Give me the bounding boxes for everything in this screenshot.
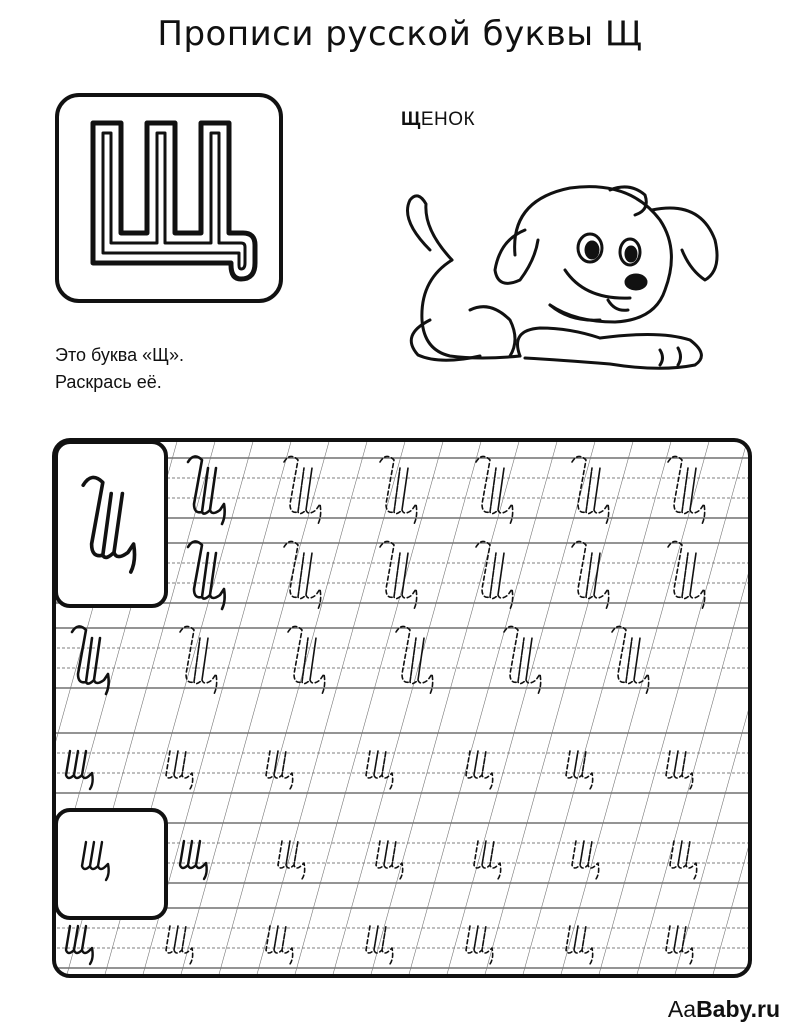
letter-small-shcha <box>366 751 393 789</box>
letter-small-shcha <box>466 751 493 789</box>
slant-line <box>674 438 752 978</box>
instruction-caption <box>55 342 184 396</box>
example-word <box>401 109 475 131</box>
letter-capital-shcha <box>188 541 225 609</box>
sample-box-capital <box>56 442 166 606</box>
letter-capital-shcha <box>668 456 705 524</box>
letter-small-shcha <box>180 841 207 879</box>
letter-small-shcha <box>666 751 693 789</box>
practice-sheet <box>52 438 752 978</box>
sample-box-small <box>56 810 166 918</box>
letter-capital-shcha <box>396 626 433 694</box>
slant-line <box>598 438 748 978</box>
slant-line <box>712 438 752 978</box>
outline-letter-box <box>55 93 283 303</box>
brand-aa: Aa <box>667 996 697 1022</box>
slant-line <box>408 438 558 978</box>
letter-capital-shcha <box>572 456 609 524</box>
slant-line <box>522 438 672 978</box>
word-highlight: Щ <box>401 109 421 130</box>
word-rest: ЕНОК <box>420 109 476 130</box>
slant-line <box>484 438 634 978</box>
letter-capital-shcha <box>72 626 109 694</box>
letter-capital-shcha <box>284 541 321 609</box>
slant-line <box>180 438 330 978</box>
brand-baby: Baby <box>696 996 751 1022</box>
letter-small-shcha <box>166 926 193 964</box>
letter-capital-shcha <box>476 541 513 609</box>
brand-domain: .ru <box>750 996 780 1022</box>
letter-small-shcha <box>278 841 305 879</box>
brand-logo <box>668 996 780 1023</box>
letter-capital-shcha <box>668 541 705 609</box>
letter-small-shcha <box>466 926 493 964</box>
letter-capital-shcha <box>284 456 321 524</box>
slant-line <box>256 438 406 978</box>
slant-line <box>332 438 482 978</box>
letter-small-shcha <box>376 841 403 879</box>
letter-small-shcha <box>66 926 93 964</box>
letter-small-shcha <box>266 926 293 964</box>
slant-line <box>560 438 710 978</box>
letter-capital-shcha <box>188 456 225 524</box>
letter-capital-shcha <box>476 456 513 524</box>
letter-capital-shcha <box>612 626 649 694</box>
letter-small-shcha <box>474 841 501 879</box>
slant-line <box>446 438 596 978</box>
slant-line <box>294 438 444 978</box>
caption-line-1: Это буква «Щ». <box>55 345 185 365</box>
letter-capital-shcha <box>380 541 417 609</box>
slant-line <box>370 438 520 978</box>
letter-small-shcha <box>166 751 193 789</box>
puppy-icon <box>360 160 750 390</box>
letter-small-shcha <box>670 841 697 879</box>
letter-small-shcha <box>572 841 599 879</box>
letter-capital-shcha <box>504 626 541 694</box>
letter-small-shcha <box>566 926 593 964</box>
caption-line-2: Раскрась её. <box>55 372 162 392</box>
slant-line <box>218 438 368 978</box>
letter-small-shcha <box>566 751 593 789</box>
letter-capital-shcha <box>572 541 609 609</box>
letter-small-shcha <box>66 751 93 789</box>
page-title: Прописи русской буквы Щ <box>157 14 643 54</box>
